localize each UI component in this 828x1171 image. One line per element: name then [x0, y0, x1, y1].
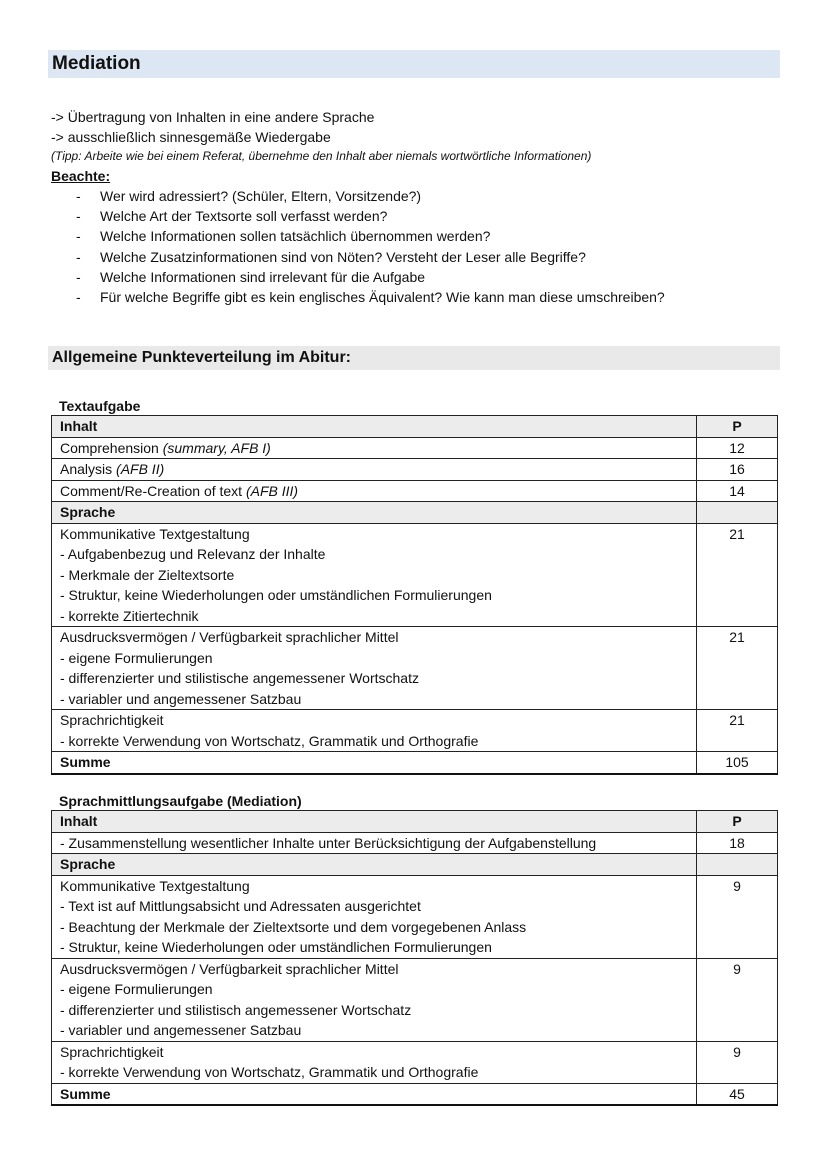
- points-header: P: [697, 811, 778, 833]
- table-row: [52, 752, 778, 774]
- sum-label: Summe: [52, 1083, 697, 1105]
- table-row: Sprachrichtigkeit - korrekte Verwendung von Wortschatz, Grammatik und Orthografie 21: [52, 710, 778, 752]
- table-row: [52, 1083, 778, 1105]
- points-cell: 12: [697, 437, 778, 459]
- list-item: - Welche Informationen sollen tatsächlich übernommen werden?: [76, 228, 491, 245]
- points-cell: 9: [697, 1041, 778, 1083]
- section-heading: Allgemeine Punkteverteilung im Abitur:: [48, 346, 780, 370]
- list-item: - Welche Zusatzinformationen sind von Nöten? Versteht der Leser alle Begriffe?: [76, 248, 586, 265]
- table-row: Comment/Re-Creation of text (AFB III) 14: [52, 480, 778, 502]
- table-row: Sprachrichtigkeit - korrekte Verwendung von Wortschatz, Grammatik und Orthografie 9: [52, 1041, 778, 1083]
- table-title: Textaufgabe: [59, 398, 141, 414]
- intro-line: -> Übertragung von Inhalten in eine andere Sprache: [51, 109, 375, 125]
- list-item: - Welche Art der Textsorte soll verfasst werden?: [76, 208, 388, 225]
- table-row: Kommunikative Textgestaltung - Aufgabenbezug und Relevanz der Inhalte - Merkmale der Zieltextsorte - Struktur, keine Wiederholungen oder umständlichen Formulierungen - korrekte Zitiertechnik 21: [52, 523, 778, 627]
- points-cell: 14: [697, 480, 778, 502]
- section-label: Inhalt: [52, 811, 697, 833]
- table-row: Ausdrucksvermögen / Verfügbarkeit sprachlicher Mittel - eigene Formulierungen - differenzierter und stilistische angemessener Wortschatz - variabler und angemessener Satzbau 21: [52, 627, 778, 710]
- list-item: - Welche Informationen sind irrelevant für die Aufgabe: [76, 268, 426, 285]
- points-header: P: [697, 416, 778, 438]
- table-row: [52, 811, 778, 833]
- section-label: Sprache: [52, 854, 697, 876]
- intro-line: -> ausschließlich sinnesgemäße Wiedergabe: [51, 129, 331, 145]
- points-cell: 21: [697, 710, 778, 752]
- table-row: Kommunikative Textgestaltung - Text ist auf Mittlungsabsicht und Adressaten ausgerichtet - Beachtung der Merkmale der Zieltextsorte und dem vorgegebenen Anlass - Struktur, keine Wiederholungen oder umständlichen Formulierungen 9: [52, 875, 778, 958]
- points-cell: 16: [697, 459, 778, 481]
- points-cell: 21: [697, 523, 778, 627]
- points-cell: 18: [697, 832, 778, 854]
- list-item: - Wer wird adressiert? (Schüler, Eltern, Vorsitzende?): [76, 188, 422, 204]
- tip-text: (Tipp: Arbeite wie bei einem Referat, übernehme den Inhalt aber niemals wortwörtliche Informationen): [51, 149, 592, 163]
- table-row: - Zusammenstellung wesentlicher Inhalte unter Berücksichtigung der Aufgabenstellung 18: [52, 832, 778, 854]
- bullet-list: [51, 186, 791, 307]
- beachte-label: Beachte:: [51, 168, 111, 184]
- page-title: Mediation: [48, 50, 780, 78]
- table-row: Analysis (AFB II) 16: [52, 459, 778, 481]
- table-row: [52, 416, 778, 438]
- section-label: Inhalt: [52, 416, 697, 438]
- sum-points: 45: [697, 1083, 778, 1105]
- intro-block: [51, 107, 791, 307]
- section-label: Sprache: [52, 502, 697, 524]
- sum-points: 105: [697, 752, 778, 774]
- table-row: [52, 502, 778, 524]
- points-cell: 21: [697, 627, 778, 710]
- table-row: Ausdrucksvermögen / Verfügbarkeit sprachlicher Mittel - eigene Formulierungen - differenzierter und stilistisch angemessener Wortschatz - variabler und angemessener Satzbau 9: [52, 958, 778, 1041]
- table-row: [52, 854, 778, 876]
- sum-label: Summe: [52, 752, 697, 774]
- points-table-textaufgabe: [51, 415, 778, 775]
- table-title: Sprachmittlungsaufgabe (Mediation): [59, 793, 302, 809]
- table-row: Comprehension (summary, AFB I) 12: [52, 437, 778, 459]
- points-cell: 9: [697, 875, 778, 958]
- points-table-mediation: [51, 810, 778, 1106]
- list-item: - Für welche Begriffe gibt es kein englisches Äquivalent? Wie kann man diese umschreiben?: [76, 288, 665, 305]
- points-cell: 9: [697, 958, 778, 1041]
